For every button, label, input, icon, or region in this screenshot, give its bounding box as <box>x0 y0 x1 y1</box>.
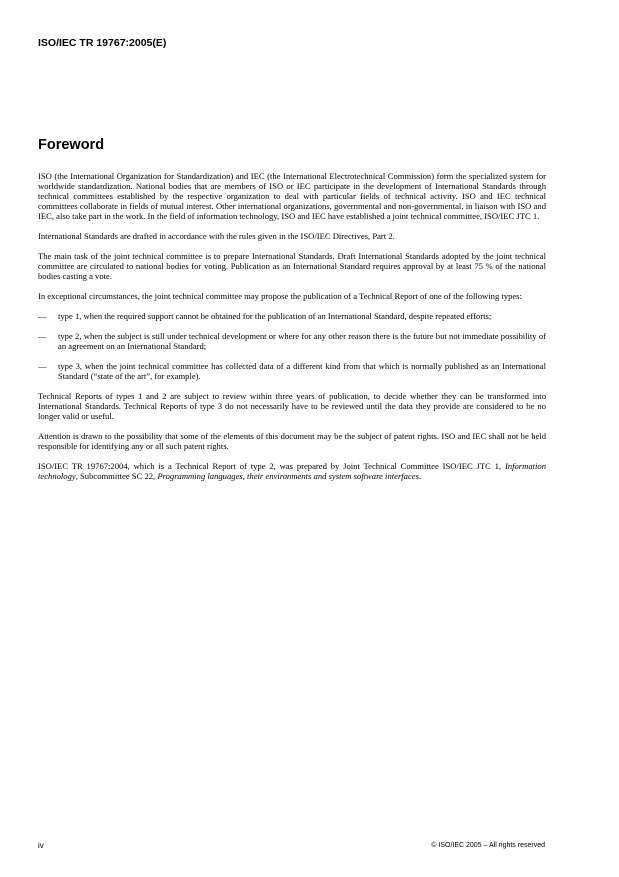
paragraph-directives: International Standards are drafted in accordance with the rules given in the ISO/IEC Directives, Part 2. <box>38 231 395 241</box>
list-item-type-3 <box>38 361 546 381</box>
foreword-body <box>38 171 546 481</box>
preparation-subcommittee-name: Programming languages, their environments and system software interfaces <box>157 471 419 481</box>
paragraph-patent: Attention is drawn to the possibility that some of the elements of this document may be the subject of patent rights. ISO and IEC shall not be held responsible for identifying any or all such patent rights. <box>38 431 546 451</box>
list-item-text: type 1, when the required support cannot be obtained for the publication of an International Standard, despite repeated efforts; <box>58 311 492 321</box>
list-dash: — <box>38 361 47 371</box>
preparation-text-2: , Subcommittee SC 22, <box>75 471 158 481</box>
page-number: iv <box>38 841 44 850</box>
list-item-text: type 2, when the subject is still under technical development or where for any other reason there is the future but not immediate possibility of an agreement on an International Standard; <box>58 331 546 351</box>
paragraph-exceptional: In exceptional circumstances, the joint technical committee may propose the publication of a Technical Report of one of the following types: <box>38 291 522 301</box>
copyright-notice: © ISO/IEC 2005 – All rights reserved <box>431 842 545 849</box>
paragraph-preparation <box>38 461 546 481</box>
list-item-text: type 3, when the joint technical committee has collected data of a different kind from that which is normally published as an International Standard (“state of the art”, for example). <box>58 361 546 381</box>
preparation-committee-name: Information technology <box>38 461 546 481</box>
list-item-type-2 <box>38 331 546 351</box>
list-dash: — <box>38 331 47 341</box>
list-item-type-1 <box>38 311 546 321</box>
document-id-header: ISO/IEC TR 19767:2005(E) <box>38 37 167 49</box>
preparation-text-1: ISO/IEC TR 19767:2004, which is a Technical Report of type 2, was prepared by Joint Technical Committee ISO/IEC JTC 1, <box>38 461 505 471</box>
list-dash: — <box>38 311 47 321</box>
paragraph-organizations: ISO (the International Organization for Standardization) and IEC (the International Electrotechnical Commission) form the specialized system for worldwide standardization. National bodies that are members of ISO or IEC participate in the development of International Standards through technical committees established by the respective organization to deal with particular fields of technical activity. ISO and IEC technical committees collaborate in fields of mutual interest. Other international organizations, governmental and non-governmental, in liaison with ISO and IEC, also take part in the work. In the field of information technology, ISO and IEC have established a joint technical committee, ISO/IEC JTC 1. <box>38 171 546 221</box>
page-title: Foreword <box>38 137 105 153</box>
paragraph-review: Technical Reports of types 1 and 2 are subject to review within three years of publication, to decide whether they can be transformed into International Standards. Technical Reports of type 3 do not necessarily have to be reviewed until the data they provide are considered to be no longer valid or useful. <box>38 391 546 421</box>
paragraph-main-task: The main task of the joint technical committee is to prepare International Standards. Draft International Standards adopted by the joint technical committee are circulated to national bodies for voting. Publication as an International Standard requires approval by at least 75 % of the national bodies casting a vote. <box>38 251 546 281</box>
preparation-text-3: . <box>418 471 422 481</box>
